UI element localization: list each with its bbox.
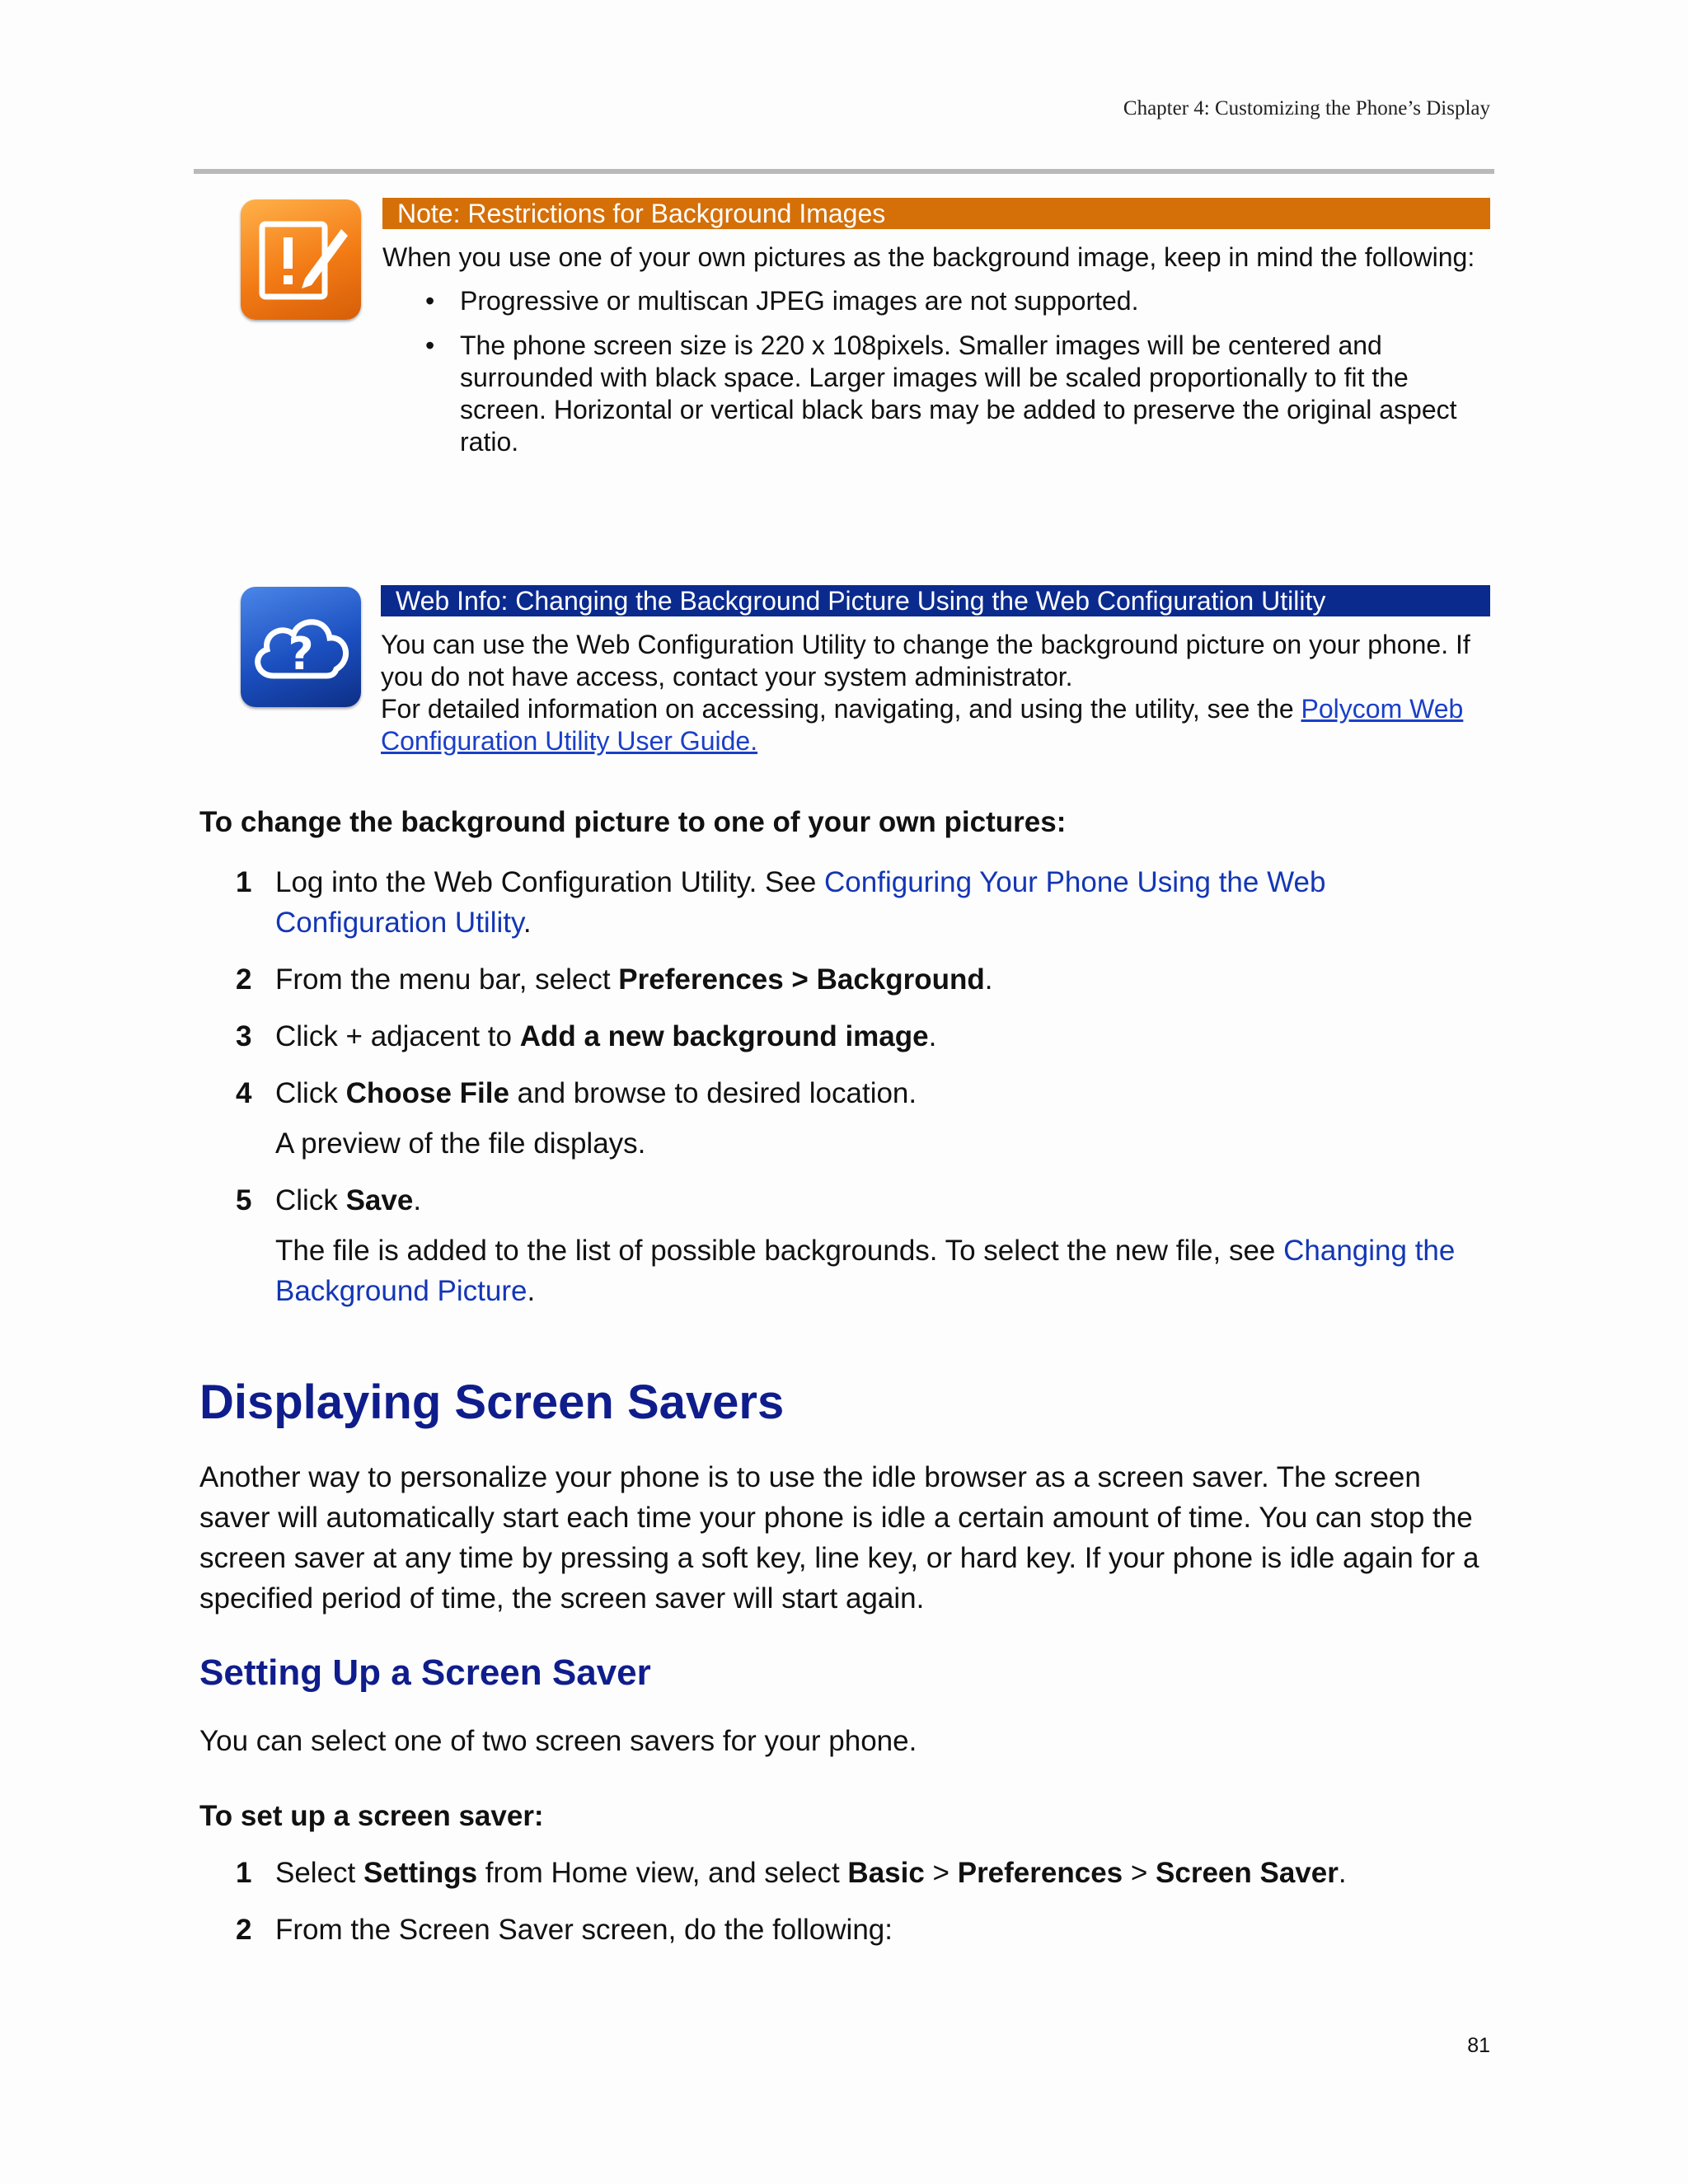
web-info-title: Web Info: Changing the Background Picture Using the Web Configuration Utility [381,585,1490,616]
note-intro: When you use one of your own pictures as the background image, keep in mind the following: [382,242,1475,272]
step-number: 2 [236,963,252,996]
note-title: Note: Restrictions for Background Images [382,198,1490,229]
list-item: 2 From the menu bar, select Preferences > Background. [199,959,1485,1000]
list-item: 4 Click Choose File and browse to desired location. A preview of the file displays. [199,1073,1485,1164]
list-item: 1 Select Settings from Home view, and select Basic > Preferences > Screen Saver. [199,1853,1485,1893]
subsection-paragraph: You can select one of two screen savers for your phone. [199,1725,917,1757]
step-number: 1 [236,1857,252,1889]
list-item: • The phone screen size is 220 x 108pixels. Smaller images will be centered and surrounded with black space. Larger images will be scaled proportionally to fit the screen. Horizontal or vertical black bars may be added to preserve the original aspect ratio. [425,330,1457,457]
step-result: A preview of the file displays. [275,1127,646,1160]
list-item: • Progressive or multiscan JPEG images are not supported. [425,286,1139,316]
cloud-question-icon [241,587,361,707]
procedure-title: To set up a screen saver: [199,1800,544,1832]
running-header: Chapter 4: Customizing the Phone’s Display [1123,97,1490,120]
list-item: 1 Log into the Web Configuration Utility. See Configuring Your Phone Using the Web Configuration Utility. [199,862,1485,943]
web-info-reference: For detailed information on accessing, navigating, and using the utility, see the Polycom Web Configuration Utility User Guide. [381,694,1464,756]
note-pencil-icon [241,199,361,320]
step-number: 5 [236,1184,252,1216]
procedure-steps [199,862,1485,1328]
changing-background-link[interactable]: Changing the Background Picture [275,1235,1456,1307]
subsection-heading: Setting Up a Screen Saver [199,1652,651,1693]
svg-text:?: ? [288,628,314,680]
step-number: 1 [236,866,252,898]
list-item: 2 From the Screen Saver screen, do the following: [199,1910,1485,1950]
list-item: 3 Click + adjacent to Add a new background image. [199,1016,1485,1057]
list-item: 5 Click Save. The file is added to the list of possible backgrounds. To select the new file, see Changing the Background Picture. [199,1180,1485,1311]
procedure-title: To change the background picture to one of your own pictures: [199,806,1067,838]
page-number: 81 [1467,2034,1490,2057]
step-number: 2 [236,1914,252,1946]
web-info-text: You can use the Web Configuration Utility to change the background picture on your phone. If you do not have access, contact your system administrator. [381,630,1470,691]
bullet-icon: • [425,286,435,316]
note-bullet-list [382,285,1490,458]
polycom-guide-link[interactable]: Polycom Web Configuration Utility User Guide. [381,694,1464,756]
section-paragraph: Another way to personalize your phone is to use the idle browser as a screen saver. The screen saver will automatically start each time your phone is idle a certain amount of time. You can stop the screen saver at any time by pressing a soft key, line key, or hard key. If your phone is idle again for a specified period of time, the screen saver will start again. [199,1461,1479,1615]
procedure-steps [199,1853,1485,1966]
step-number: 4 [236,1077,252,1109]
step-result: The file is added to the list of possible backgrounds. To select the new file, see Changing the Background Picture. [275,1235,1456,1307]
configuring-phone-link[interactable]: Configuring Your Phone Using the Web Configuration Utility [275,866,1326,939]
step-number: 3 [236,1020,252,1052]
bullet-icon: • [425,330,435,360]
section-heading: Displaying Screen Savers [199,1376,785,1429]
header-rule [194,169,1494,174]
